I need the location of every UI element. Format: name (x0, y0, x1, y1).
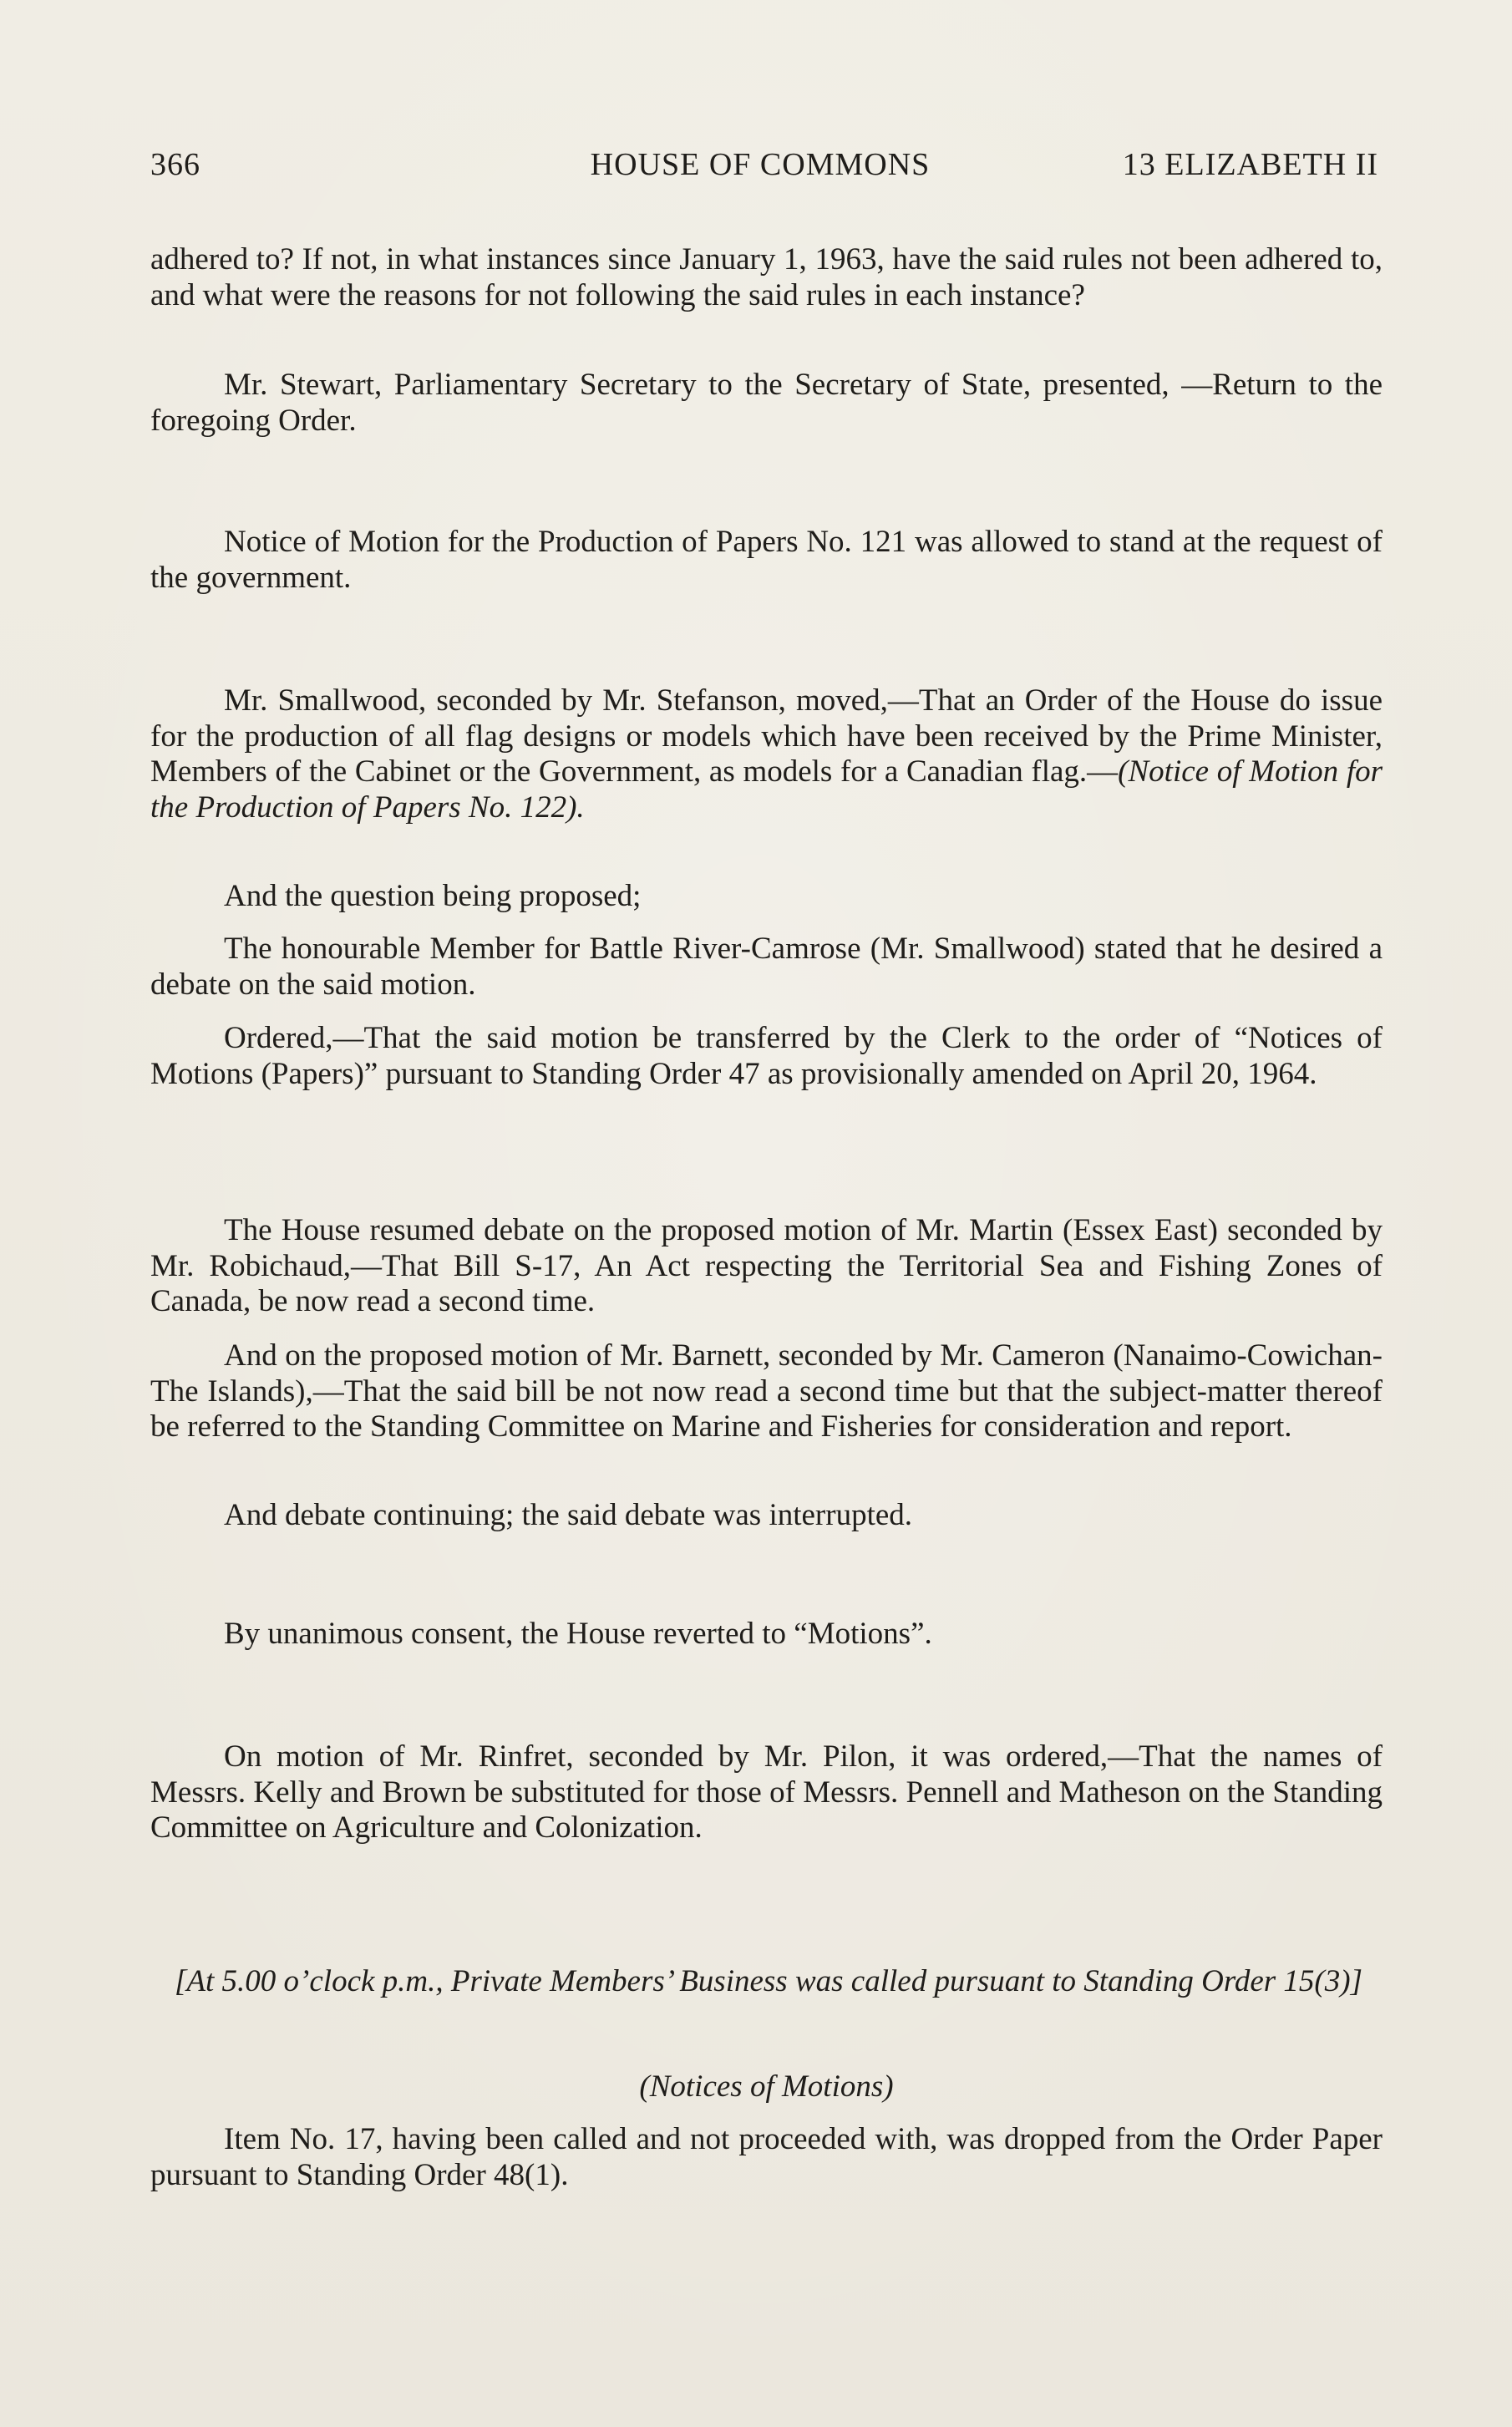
paragraph-reverted-motions: By unanimous consent, the House reverted to “Motions”. (224, 1617, 932, 1651)
private-members-notice: [At 5.00 o’clock p.m., Private Members’ Business was called pursuant to Standing Order 15(3)] (175, 1964, 1362, 1998)
paragraph-smallwood-motion (150, 683, 1383, 825)
paragraph-debate-resumed: The House resumed debate on the proposed motion of Mr. Martin (Essex East) seconded by Mr. Robichaud,—That Bill S-17, An Act respecting the Territorial Sea and Fishing Zones of Canada, be now read a second time. (150, 1213, 1383, 1318)
paragraph-notice-121: Notice of Motion for the Production of Papers No. 121 was allowed to stand at the request of the government. (150, 525, 1383, 595)
paragraph-item-17: Item No. 17, having been called and not proceeded with, was dropped from the Order Paper pursuant to Standing Order 48(1). (150, 2122, 1383, 2192)
smallwood-motion-text: Mr. Smallwood, seconded by Mr. Stefanson, moved,—That an Order of the House do issue for the production of all flag designs or models which have been received by the Prime Minister, Members of the Cabinet or the Government, as models for a Canadian flag.— (150, 683, 1383, 789)
paragraph-barnett-amendment: And on the proposed motion of Mr. Barnett, seconded by Mr. Cameron (Nanaimo-Cowichan-The Islands),—That the said bill be not now read a second time but that the subject-matter thereof be referred to the Standing Committee on Marine and Fisheries for consideration and report. (150, 1338, 1383, 1444)
paragraph-question-proposed: And the question being proposed; (224, 879, 642, 913)
smallwood-motion-notice: (Notice of Motion for the Production of Papers No. 122). (150, 754, 1383, 825)
page-number: 366 (150, 147, 200, 182)
regnal-year: 13 ELIZABETH II (1122, 147, 1378, 182)
paragraph-stewart-return: Mr. Stewart, Parliamentary Secretary to the Secretary of State, presented, —Return to the foregoing Order. (150, 368, 1383, 438)
paragraph-debate-interrupted: And debate continuing; the said debate was interrupted. (224, 1498, 913, 1532)
paragraph-adhered: adhered to? If not, in what instances since January 1, 1963, have the said rules not been adhered to, and what were the reasons for not following the said rules in each instance? (150, 242, 1383, 312)
page-title: HOUSE OF COMMONS (590, 147, 931, 182)
paragraph-ordered-transfer: Ordered,—That the said motion be transferred by the Clerk to the order of “Notices of Motions (Papers)” pursuant to Standing Order 47 as provisionally amended on April 20, 1964. (150, 1021, 1383, 1091)
running-head (150, 146, 1378, 188)
paragraph-battle-river: The honourable Member for Battle River-Camrose (Mr. Smallwood) stated that he desired a debate on the said motion. (150, 932, 1383, 1002)
paragraph-rinfret-motion: On motion of Mr. Rinfret, seconded by Mr. Pilon, it was ordered,—That the names of Messrs. Kelly and Brown be substituted for those of Messrs. Pennell and Matheson on the Standing Committee on Agriculture and Colonization. (150, 1739, 1383, 1845)
notices-of-motions-heading: (Notices of Motions) (639, 2069, 894, 2104)
